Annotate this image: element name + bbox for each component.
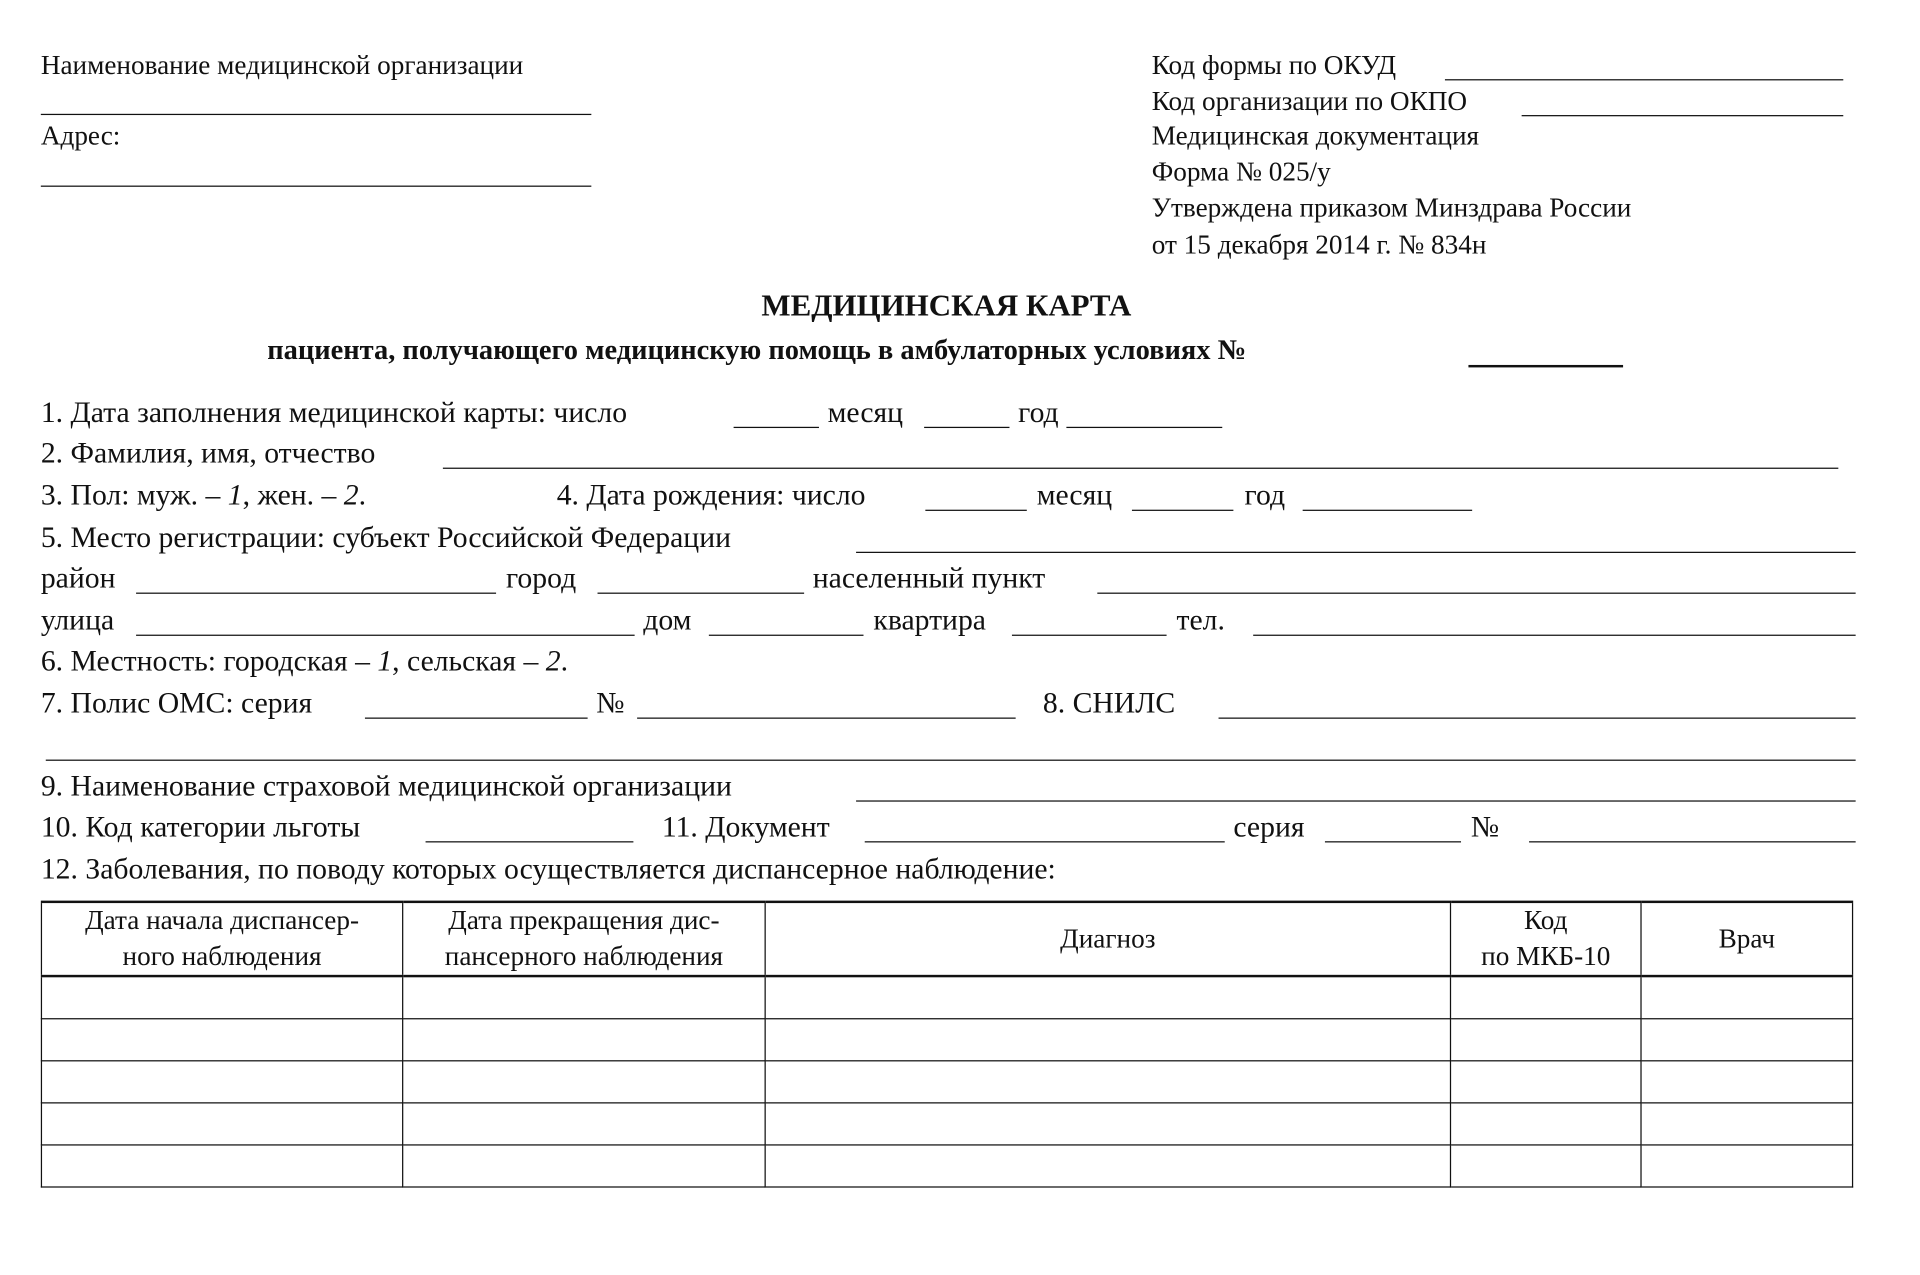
address-label: Адрес:	[40, 119, 121, 151]
rural-code: 2	[545, 645, 561, 678]
header-line: Дата начала диспансер-	[85, 904, 360, 936]
street-field[interactable]	[136, 635, 635, 636]
benefit-code-label: 10. Код категории льготы	[40, 811, 361, 844]
document-series-label: серия	[1233, 811, 1305, 844]
birth-date-label: 4. Дата рождения: число	[556, 479, 866, 513]
sex-label	[41, 481, 366, 511]
table-cell[interactable]	[1450, 976, 1641, 1019]
org-name-label: Наименование медицинской организации	[40, 49, 524, 81]
org-name-field[interactable]	[41, 114, 592, 115]
apartment-label: квартира	[873, 604, 986, 638]
table-cell[interactable]	[41, 1061, 402, 1103]
approved-text: Утверждена приказом Минздрава России	[1151, 191, 1632, 223]
table-cell[interactable]	[41, 976, 402, 1019]
table-cell[interactable]	[765, 1019, 1450, 1061]
address-field[interactable]	[41, 186, 592, 187]
doc-type: Медицинская документация	[1151, 119, 1480, 151]
table-cell[interactable]	[41, 1145, 402, 1187]
form-number: Форма № 025/у	[1151, 155, 1331, 187]
table-cell[interactable]	[403, 976, 765, 1019]
table-cell[interactable]	[403, 1019, 765, 1061]
table-header-row	[41, 902, 1852, 976]
extra-line-field[interactable]	[46, 760, 1856, 761]
document-field[interactable]	[865, 841, 1225, 842]
table-cell[interactable]	[403, 1061, 765, 1103]
table-cell[interactable]	[1450, 1145, 1641, 1187]
registration-region-field[interactable]	[856, 552, 1856, 553]
card-number-field[interactable]	[1468, 365, 1623, 367]
header-line: по МКБ-10	[1481, 940, 1611, 972]
document-label: 11. Документ	[661, 811, 830, 844]
table-row	[41, 976, 1852, 1019]
table-cell[interactable]	[1641, 1103, 1853, 1145]
birth-month-field[interactable]	[1132, 510, 1233, 511]
locality-type-text: 6. Местность: городская –	[40, 645, 370, 678]
oms-number-field[interactable]	[637, 718, 1016, 719]
district-field[interactable]	[136, 593, 496, 594]
locality-field[interactable]	[1097, 593, 1855, 594]
header-line: Код	[1524, 904, 1568, 936]
insurer-field[interactable]	[856, 800, 1856, 801]
table-row	[41, 1061, 1852, 1103]
phone-field[interactable]	[1253, 635, 1855, 636]
registration-region-label: 5. Место регистрации: субъект Российской Федерации	[40, 522, 731, 555]
table-body	[41, 976, 1852, 1187]
table-cell[interactable]	[41, 1103, 402, 1145]
birth-day-field[interactable]	[925, 510, 1026, 511]
table-cell[interactable]	[1641, 976, 1853, 1019]
col-icd10	[1450, 902, 1641, 976]
snils-field[interactable]	[1219, 718, 1856, 719]
document-number-field[interactable]	[1529, 841, 1856, 842]
table-row	[41, 1145, 1852, 1187]
header-line: ного наблюдения	[122, 940, 322, 972]
oms-series-label: 7. Полис ОМС: серия	[40, 687, 313, 720]
table-cell[interactable]	[1450, 1061, 1641, 1103]
col-start-date	[41, 902, 402, 976]
house-label: дом	[643, 604, 692, 638]
table-cell[interactable]	[403, 1103, 765, 1145]
district-label: район	[40, 562, 116, 596]
okud-field[interactable]	[1445, 79, 1843, 80]
sex-female-code: 2	[343, 479, 359, 513]
fill-date-label: 1. Дата заполнения медицинской карты: число	[40, 397, 628, 430]
benefit-code-field[interactable]	[426, 841, 634, 842]
street-label: улица	[40, 604, 115, 638]
fill-day-field[interactable]	[734, 427, 819, 428]
oms-number-label: №	[596, 687, 625, 720]
okud-label: Код формы по ОКУД	[1151, 49, 1397, 81]
table-cell[interactable]	[1450, 1019, 1641, 1061]
locality-type-end: .	[560, 645, 569, 678]
col-end-date	[403, 902, 765, 976]
table-cell[interactable]	[765, 1145, 1450, 1187]
birth-year-label: год	[1244, 479, 1286, 513]
fill-month-label: месяц	[827, 397, 904, 430]
table-cell[interactable]	[1641, 1019, 1853, 1061]
oms-series-field[interactable]	[365, 718, 588, 719]
birth-year-field[interactable]	[1303, 510, 1472, 511]
okpo-label: Код организации по ОКПО	[1151, 85, 1468, 117]
table-cell[interactable]	[765, 1103, 1450, 1145]
table-row	[41, 1019, 1852, 1061]
table-cell[interactable]	[403, 1145, 765, 1187]
locality-type-label	[41, 647, 568, 677]
full-name-label: 2. Фамилия, имя, отчество	[40, 437, 376, 471]
diseases-label: 12. Заболевания, по поводу которых осуществляется диспансерное наблюдение:	[40, 853, 1056, 886]
document-series-field[interactable]	[1325, 841, 1461, 842]
header-line: Дата прекращения дис-	[448, 904, 720, 936]
table-cell[interactable]	[1641, 1145, 1853, 1187]
full-name-field[interactable]	[443, 468, 1838, 469]
fill-year-label: год	[1018, 397, 1059, 430]
table-row	[41, 1103, 1852, 1145]
apartment-field[interactable]	[1012, 635, 1167, 636]
table-cell[interactable]	[765, 976, 1450, 1019]
rural-text: , сельская –	[392, 645, 539, 678]
sex-text-female: , жен. –	[242, 479, 337, 513]
sex-text-end: .	[358, 479, 367, 513]
fill-year-field[interactable]	[1066, 427, 1222, 428]
city-label: город	[505, 562, 577, 596]
okpo-field[interactable]	[1522, 115, 1844, 116]
table-cell[interactable]	[1641, 1061, 1853, 1103]
fill-month-field[interactable]	[924, 427, 1009, 428]
city-field[interactable]	[598, 593, 805, 594]
phone-label: тел.	[1176, 604, 1225, 638]
sex-male-code: 1	[227, 479, 243, 513]
sex-text: 3. Пол: муж. –	[40, 479, 221, 513]
table-cell[interactable]	[1450, 1103, 1641, 1145]
table-cell[interactable]	[765, 1061, 1450, 1103]
table-cell[interactable]	[41, 1019, 402, 1061]
birth-month-label: месяц	[1036, 479, 1113, 513]
header-line: пансерного наблюдения	[444, 940, 724, 972]
approved-date: от 15 декабря 2014 г. № 834н	[1151, 228, 1487, 260]
page-subtitle: пациента, получающего медицинскую помощь в амбулаторных условиях №	[267, 334, 1247, 365]
insurer-label: 9. Наименование страховой медицинской организации	[40, 770, 732, 803]
col-diagnosis: Диагноз	[765, 902, 1450, 976]
locality-label: населенный пункт	[812, 562, 1046, 596]
snils-label: 8. СНИЛС	[1042, 687, 1176, 720]
document-number-label: №	[1470, 811, 1500, 844]
house-field[interactable]	[709, 635, 864, 636]
dispensary-table	[41, 901, 1853, 1188]
urban-code: 1	[377, 645, 393, 678]
page-title: МЕДИЦИНСКАЯ КАРТА	[761, 289, 1132, 323]
col-doctor: Врач	[1641, 902, 1853, 976]
